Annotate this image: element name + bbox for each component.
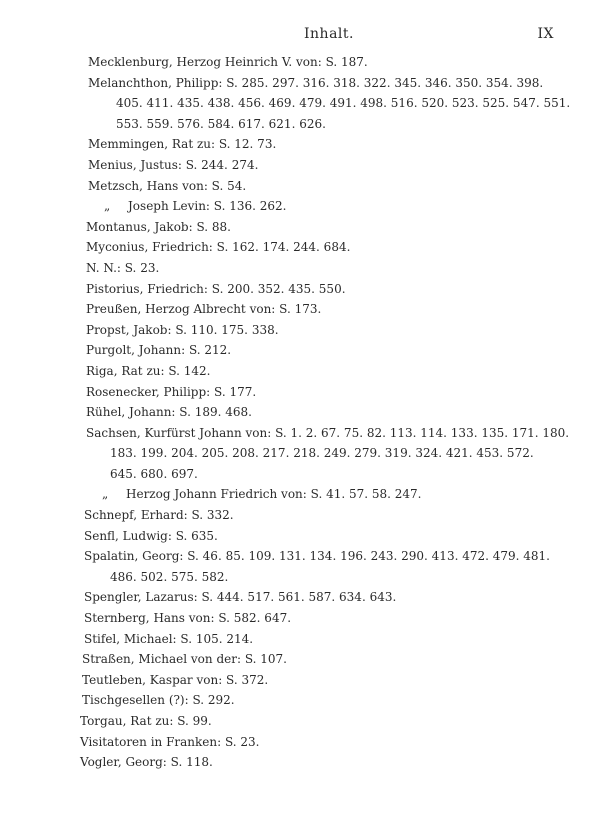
index-entry (0, 73, 600, 135)
entry-text: Senfl, Ludwig: S. 635. (84, 528, 218, 543)
entry-text: Rosenecker, Philipp: S. 177. (86, 384, 257, 399)
index-entry (0, 361, 600, 382)
entry-text: Preußen, Herzog Albrecht von: S. 173. (86, 302, 322, 317)
index-entry (0, 690, 600, 711)
index-entry (0, 670, 600, 691)
index-entry (0, 505, 600, 526)
entry-name: Joseph Levin: S. 136. 262. (128, 199, 287, 214)
index-entry (0, 320, 600, 341)
entry-text: Menius, Justus: S. 244. 274. (88, 157, 259, 172)
index-entry (0, 176, 600, 197)
index-entry (0, 546, 600, 587)
index-entry (0, 155, 600, 176)
entry-continuation: 645. 680. 697. (110, 466, 198, 481)
entry-text: Propst, Jakob: S. 110. 175. 338. (86, 322, 279, 337)
entry-text: Melanchthon, Philipp: S. 285. 297. 316. 318. 322. 345. 346. 350. 354. 398. (88, 75, 544, 90)
entry-continuation: 405. 411. 435. 438. 456. 469. 479. 491. 498. 516. 520. 523. 525. 547. 551. (116, 96, 571, 111)
entry-text: Myconius, Friedrich: S. 162. 174. 244. 684. (86, 240, 351, 255)
index-entry (0, 608, 600, 629)
index-entry (0, 134, 600, 155)
entry-text (0, 196, 600, 217)
entry-text: Spengler, Lazarus: S. 444. 517. 561. 587. 634. 643. (84, 590, 397, 605)
entry-text: Visitatoren in Franken: S. 23. (80, 734, 260, 749)
index-entry (0, 299, 600, 320)
entry-text: Pistorius, Friedrich: S. 200. 352. 435. 550. (86, 281, 346, 296)
entry-text: Sachsen, Kurfürst Johann von: S. 1. 2. 67. 75. 82. 113. 114. 133. 135. 171. 180. (86, 425, 570, 440)
index-entry (0, 402, 600, 423)
index-entry (0, 52, 600, 73)
entry-continuation: 183. 199. 204. 205. 208. 217. 218. 249. 279. 319. 324. 421. 453. 572. (110, 446, 534, 461)
running-title: Inhalt. (304, 26, 354, 42)
entry-text: Mecklenburg, Herzog Heinrich V. von: S. 187. (88, 55, 368, 69)
entry-text: Memmingen, Rat zu: S. 12. 73. (88, 137, 277, 152)
entry-continuation: 553. 559. 576. 584. 617. 621. 626. (116, 116, 326, 131)
index-entry (0, 649, 600, 670)
page-header (0, 26, 600, 46)
index-entry (0, 258, 600, 279)
entry-text: Schnepf, Erhard: S. 332. (84, 508, 234, 523)
index-entry (0, 196, 600, 217)
entry-text: Metzsch, Hans von: S. 54. (88, 178, 247, 193)
entry-name: Herzog Johann Friedrich von: S. 41. 57. 58. 247. (126, 487, 422, 502)
index-entry (0, 526, 600, 547)
entry-text (0, 484, 600, 505)
index-entry (0, 587, 600, 608)
entry-text: Straßen, Michael von der: S. 107. (82, 652, 287, 667)
index-entry (0, 217, 600, 238)
entry-continuation: 486. 502. 575. 582. (110, 569, 229, 584)
entry-text: Teutleben, Kaspar von: S. 372. (82, 672, 269, 687)
entry-text: Tischgesellen (?): S. 292. (82, 693, 235, 708)
index-entry (0, 279, 600, 300)
entry-text: Vogler, Georg: S. 118. (80, 755, 213, 770)
index-entry (0, 711, 600, 732)
index-entry (0, 237, 600, 258)
entry-text: Riga, Rat zu: S. 142. (86, 363, 211, 378)
ditto-mark: „ (102, 487, 109, 502)
entry-text: Torgau, Rat zu: S. 99. (80, 714, 212, 728)
entry-text: Sternberg, Hans von: S. 582. 647. (84, 611, 292, 626)
index-entry (0, 732, 600, 753)
index-list (0, 52, 600, 773)
page-number: IX (537, 26, 554, 42)
index-entry (0, 423, 600, 485)
entry-text: Rühel, Johann: S. 189. 468. (86, 405, 252, 420)
index-entry (0, 382, 600, 403)
index-entry (0, 340, 600, 361)
index-entry (0, 752, 600, 773)
ditto-mark: „ (104, 199, 111, 214)
entry-text: Spalatin, Georg: S. 46. 85. 109. 131. 134. 196. 243. 290. 413. 472. 479. 481. (84, 549, 550, 564)
entry-text: Montanus, Jakob: S. 88. (86, 219, 231, 234)
index-entry (0, 629, 600, 650)
entry-text: N. N.: S. 23. (86, 260, 160, 275)
entry-text: Stifel, Michael: S. 105. 214. (84, 631, 254, 646)
index-entry (0, 484, 600, 505)
entry-text: Purgolt, Johann: S. 212. (86, 343, 232, 358)
